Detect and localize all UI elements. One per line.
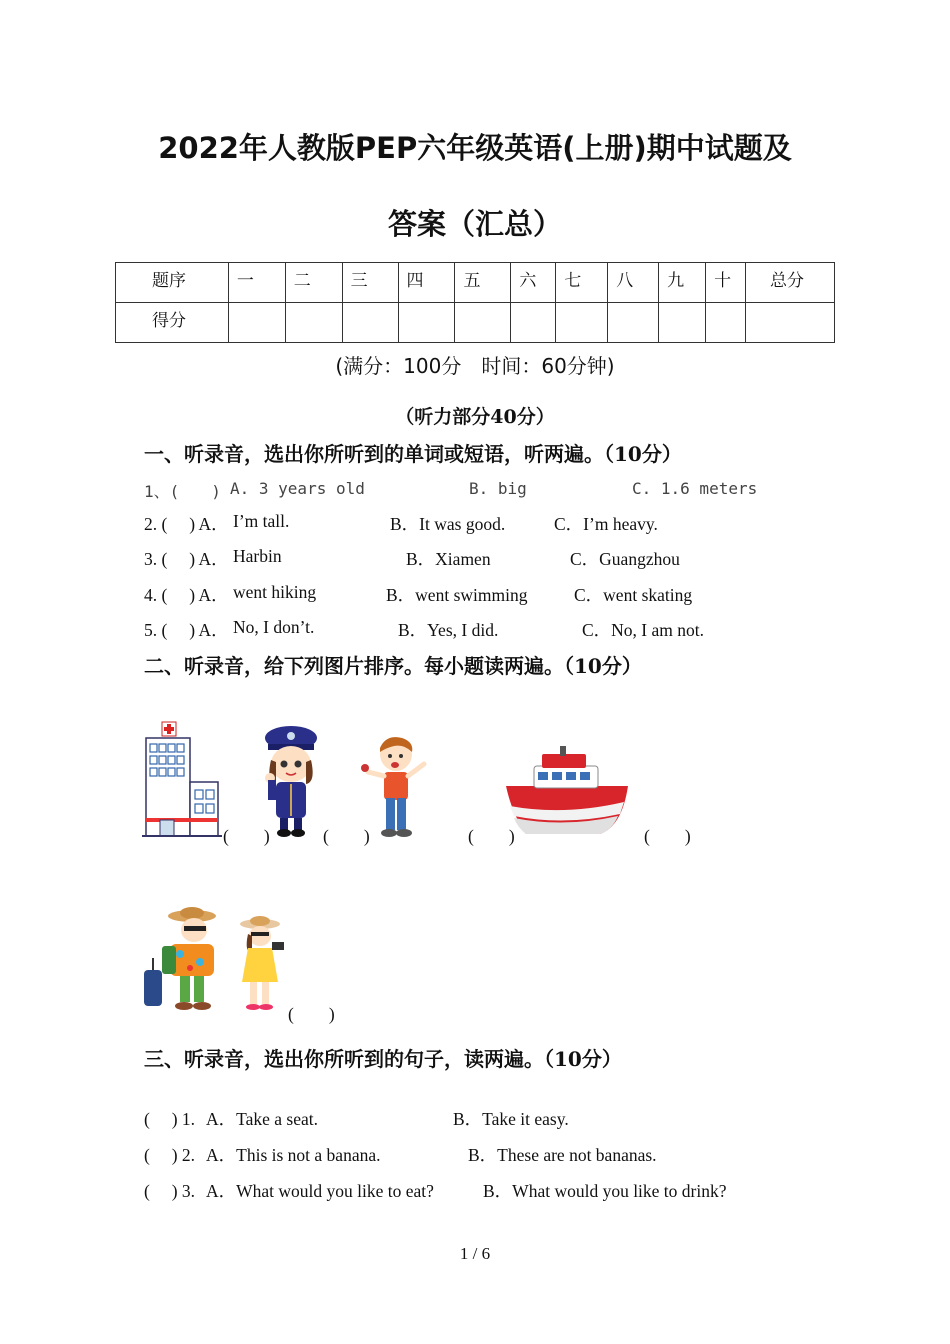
page-title-line1: 2022年人教版PEP六年级英语(上册)期中试题及 xyxy=(158,131,792,165)
q4-option-a[interactable]: went hiking xyxy=(233,582,317,602)
q3-number: 3. ( ) A． xyxy=(144,549,229,569)
s3-q2-number: ( ) 2. xyxy=(144,1145,196,1165)
blank-2[interactable]: ( ) xyxy=(323,826,370,846)
blank-1[interactable]: ( ) xyxy=(223,826,270,846)
singing-boy-picture xyxy=(356,734,432,838)
q3-option-a[interactable]: Harbin xyxy=(233,546,282,566)
table-cell: 七 xyxy=(556,263,608,303)
score-input-cell[interactable] xyxy=(706,303,746,343)
table-cell: 四 xyxy=(398,263,455,303)
score-table-header-row xyxy=(116,263,835,303)
table-cell: 六 xyxy=(511,263,556,303)
score-input-cell[interactable] xyxy=(342,303,398,343)
q2-number: 2. ( ) A． xyxy=(144,514,229,534)
page-number: 1 / 6 xyxy=(459,1244,491,1263)
q1-option-b[interactable]: B. big xyxy=(469,479,527,498)
q1-option-c[interactable]: C. 1.6 meters xyxy=(632,479,758,498)
table-cell: 九 xyxy=(659,263,706,303)
s3-q2-option-a[interactable]: A．This is not a banana. xyxy=(206,1145,381,1165)
score-input-cell[interactable] xyxy=(746,303,835,343)
blank-3[interactable]: ( ) xyxy=(468,826,515,846)
score-table xyxy=(115,262,835,343)
score-input-cell[interactable] xyxy=(398,303,455,343)
q3-option-c[interactable]: C．Guangzhou xyxy=(570,549,680,569)
table-cell: 一 xyxy=(228,263,285,303)
table-cell: 二 xyxy=(285,263,342,303)
score-input-cell[interactable] xyxy=(608,303,659,343)
page-title-line2: 答案（汇总） xyxy=(387,207,562,241)
s3-q1-number: ( ) 1. xyxy=(144,1109,196,1129)
q4-option-c[interactable]: C．went skating xyxy=(574,585,693,605)
q5-number: 5. ( ) A． xyxy=(144,620,229,640)
s3-q1-option-a[interactable]: A．Take a seat. xyxy=(206,1109,318,1129)
section3-heading: 三、听录音，选出你所听到的句子，读两遍。（10分） xyxy=(144,1047,622,1071)
table-cell: 总分 xyxy=(746,263,835,303)
q2-option-c[interactable]: C．I’m heavy. xyxy=(554,514,658,534)
score-table-score-row xyxy=(116,303,835,343)
score-input-cell[interactable] xyxy=(285,303,342,343)
q5-option-a[interactable]: No, I don’t. xyxy=(233,617,315,637)
score-input-cell[interactable] xyxy=(511,303,556,343)
policewoman-picture xyxy=(258,722,324,838)
s3-q3-option-b[interactable]: B．What would you like to drink? xyxy=(483,1181,727,1201)
q5-option-c[interactable]: C．No, I am not. xyxy=(582,620,705,640)
table-cell: 题序 xyxy=(116,263,229,303)
ship-picture xyxy=(504,744,630,838)
q3-option-b[interactable]: B．Xiamen xyxy=(406,549,491,569)
q1-option-a[interactable]: A. 3 years old xyxy=(230,479,365,498)
table-cell: 五 xyxy=(455,263,511,303)
table-cell: 三 xyxy=(342,263,398,303)
s3-q3-option-a[interactable]: A．What would you like to eat? xyxy=(206,1181,434,1201)
q2-option-b[interactable]: B．It was good. xyxy=(390,514,506,534)
q4-option-b[interactable]: B．went swimming xyxy=(386,585,528,605)
q4-number: 4. ( ) A． xyxy=(144,585,229,605)
hospital-picture xyxy=(142,720,222,838)
listening-heading: （听力部分40分） xyxy=(395,406,555,428)
blank-5[interactable]: ( ) xyxy=(288,1004,335,1024)
section2-heading: 二、听录音，给下列图片排序。每小题读两遍。（10分） xyxy=(144,654,642,678)
s3-q2-option-b[interactable]: B．These are not bananas. xyxy=(468,1145,657,1165)
score-input-cell[interactable] xyxy=(228,303,285,343)
q5-option-b[interactable]: B．Yes, I did. xyxy=(398,620,499,640)
exam-info: (满分：100分 时间：60分钟) xyxy=(335,354,615,378)
blank-4[interactable]: ( ) xyxy=(644,826,691,846)
section1-heading: 一、听录音，选出你所听到的单词或短语，听两遍。（10分） xyxy=(144,442,682,466)
travelers-picture xyxy=(140,906,290,1016)
s3-q1-option-b[interactable]: B．Take it easy. xyxy=(453,1109,569,1129)
q1-number: 1、( ) xyxy=(144,482,221,501)
score-input-cell[interactable] xyxy=(659,303,706,343)
table-cell: 十 xyxy=(706,263,746,303)
score-input-cell[interactable] xyxy=(455,303,511,343)
q2-option-a[interactable]: I’m tall. xyxy=(233,511,290,531)
s3-q3-number: ( ) 3. xyxy=(144,1181,196,1201)
table-cell: 得分 xyxy=(116,303,229,343)
table-cell: 八 xyxy=(608,263,659,303)
score-input-cell[interactable] xyxy=(556,303,608,343)
